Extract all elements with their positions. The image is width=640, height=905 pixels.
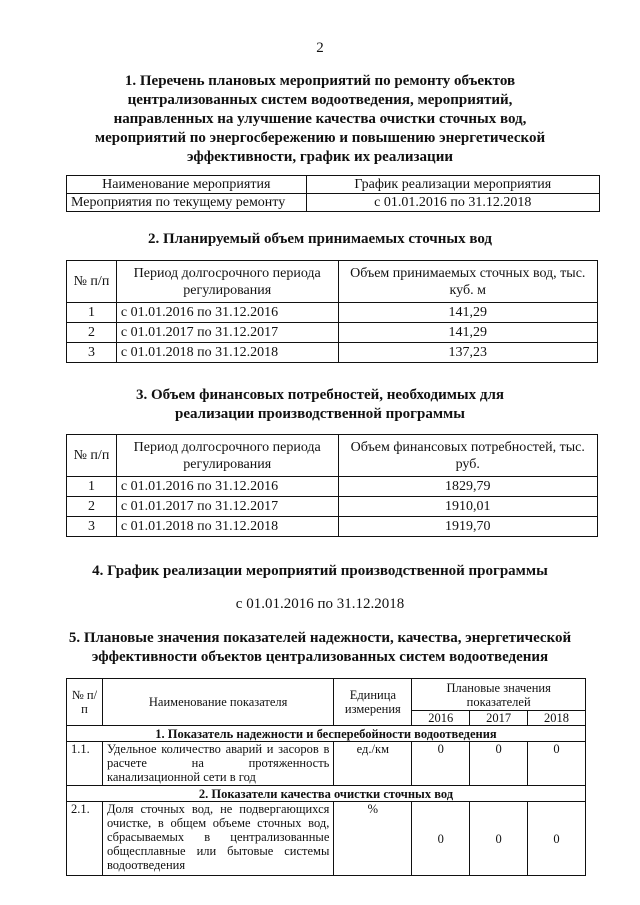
year-header: 2018 [528, 711, 586, 726]
table-header: Объем финансовых потребностей, тыс. руб. [338, 435, 598, 477]
section3-title-line: реализации производственной программы [175, 406, 465, 422]
table-cell: 2.1. [67, 802, 103, 876]
table-cell: % [334, 802, 412, 876]
table-header: Плановые значения показателей [412, 679, 586, 711]
table-cell: 141,29 [338, 323, 597, 343]
table-cell: 141,29 [338, 303, 597, 323]
section3-table [66, 434, 598, 537]
table-cell: с 01.01.2018 по 31.12.2018 [116, 517, 338, 537]
table-row [67, 477, 598, 497]
table-header: № п/п [67, 435, 117, 477]
table-cell: 1829,79 [338, 477, 598, 497]
table-cell: 3 [67, 517, 117, 537]
table-header: Единица измерения [334, 679, 412, 726]
table-cell: 2 [67, 323, 117, 343]
table-cell: 0 [470, 802, 528, 876]
table-cell: с 01.01.2016 по 31.12.2016 [116, 477, 338, 497]
section1-title-line: эффективности, график их реализации [187, 149, 453, 165]
section3-title [0, 386, 640, 424]
table-cell: 1919,70 [338, 517, 598, 537]
table-cell: Мероприятия по текущему ремонту [67, 194, 307, 212]
section1-title-line: направленных на улучшение качества очистки сточных вод, [113, 111, 527, 127]
table-cell: ед./км [334, 742, 412, 786]
table-row [67, 802, 586, 876]
table-row [67, 742, 586, 786]
section4-period: с 01.01.2016 по 31.12.2018 [235, 596, 405, 612]
table-cell: 2 [67, 497, 117, 517]
table-header: Период долгосрочного периода регулирования [116, 435, 338, 477]
table-cell: 0 [528, 802, 586, 876]
section1-title [0, 72, 640, 167]
table-row [67, 497, 598, 517]
table-header: График реализации мероприятия [306, 176, 599, 194]
table-cell: Удельное количество аварий и засоров в расчете на протяженность канализационной сети в год [102, 742, 333, 786]
page-number: 2 [316, 40, 324, 56]
table-header: Период долгосрочного периода регулирования [116, 261, 338, 303]
table-header: Объем принимаемых сточных вод, тыс. куб. м [338, 261, 597, 303]
section1-title-line: мероприятий по энергосбережению и повышению энергетической [94, 130, 546, 146]
table-row [67, 517, 598, 537]
table-cell: 0 [528, 742, 586, 786]
table-header: Наименование показателя [102, 679, 333, 726]
table-cell: 3 [67, 343, 117, 363]
table-header: № п/п [67, 679, 103, 726]
table-cell: 0 [412, 742, 470, 786]
table-cell: с 01.01.2016 по 31.12.2018 [306, 194, 599, 212]
year-header: 2017 [470, 711, 528, 726]
year-header: 2016 [412, 711, 470, 726]
table-row [67, 343, 598, 363]
section2-table [66, 260, 598, 363]
section5-table [66, 678, 586, 876]
table-cell: 0 [412, 802, 470, 876]
table-cell: с 01.01.2017 по 31.12.2017 [116, 497, 338, 517]
table-cell: 137,23 [338, 343, 597, 363]
table-cell: с 01.01.2016 по 31.12.2016 [116, 303, 338, 323]
table-row [67, 194, 600, 212]
section1-title-line: централизованных систем водоотведения, мероприятий, [127, 92, 513, 108]
table-cell: с 01.01.2018 по 31.12.2018 [116, 343, 338, 363]
section3-title-line: 3. Объем финансовых потребностей, необходимых для [135, 387, 505, 403]
group-title: 2. Показатели качества очистки сточных вод [67, 786, 586, 802]
section4-title: 4. График реализации мероприятий производственной программы [92, 563, 548, 579]
table-row [67, 303, 598, 323]
group-title: 1. Показатель надежности и бесперебойности водоотведения [67, 726, 586, 742]
section1-title-line: 1. Перечень плановых мероприятий по ремонту объектов [124, 73, 516, 89]
table-row [67, 323, 598, 343]
table-cell: с 01.01.2017 по 31.12.2017 [116, 323, 338, 343]
table-cell: 1 [67, 303, 117, 323]
table-cell: 1 [67, 477, 117, 497]
table-cell: 0 [470, 742, 528, 786]
table-cell: Доля сточных вод, не подвергающихся очистке, в общем объеме сточных вод, сбрасываемых в централизованные общесплавные или бытовые системы водоотведения [102, 802, 333, 876]
table-header: Наименование мероприятия [67, 176, 307, 194]
section5-title-line: эффективности объектов централизованных систем водоотведения [91, 649, 549, 665]
section1-table [66, 175, 600, 212]
section5-title [0, 629, 640, 667]
table-header: № п/п [67, 261, 117, 303]
table-cell: 1.1. [67, 742, 103, 786]
section5-title-line: 5. Плановые значения показателей надежности, качества, энергетической [68, 630, 572, 646]
section2-title: 2. Планируемый объем принимаемых сточных вод [147, 231, 493, 247]
table-cell: 1910,01 [338, 497, 598, 517]
